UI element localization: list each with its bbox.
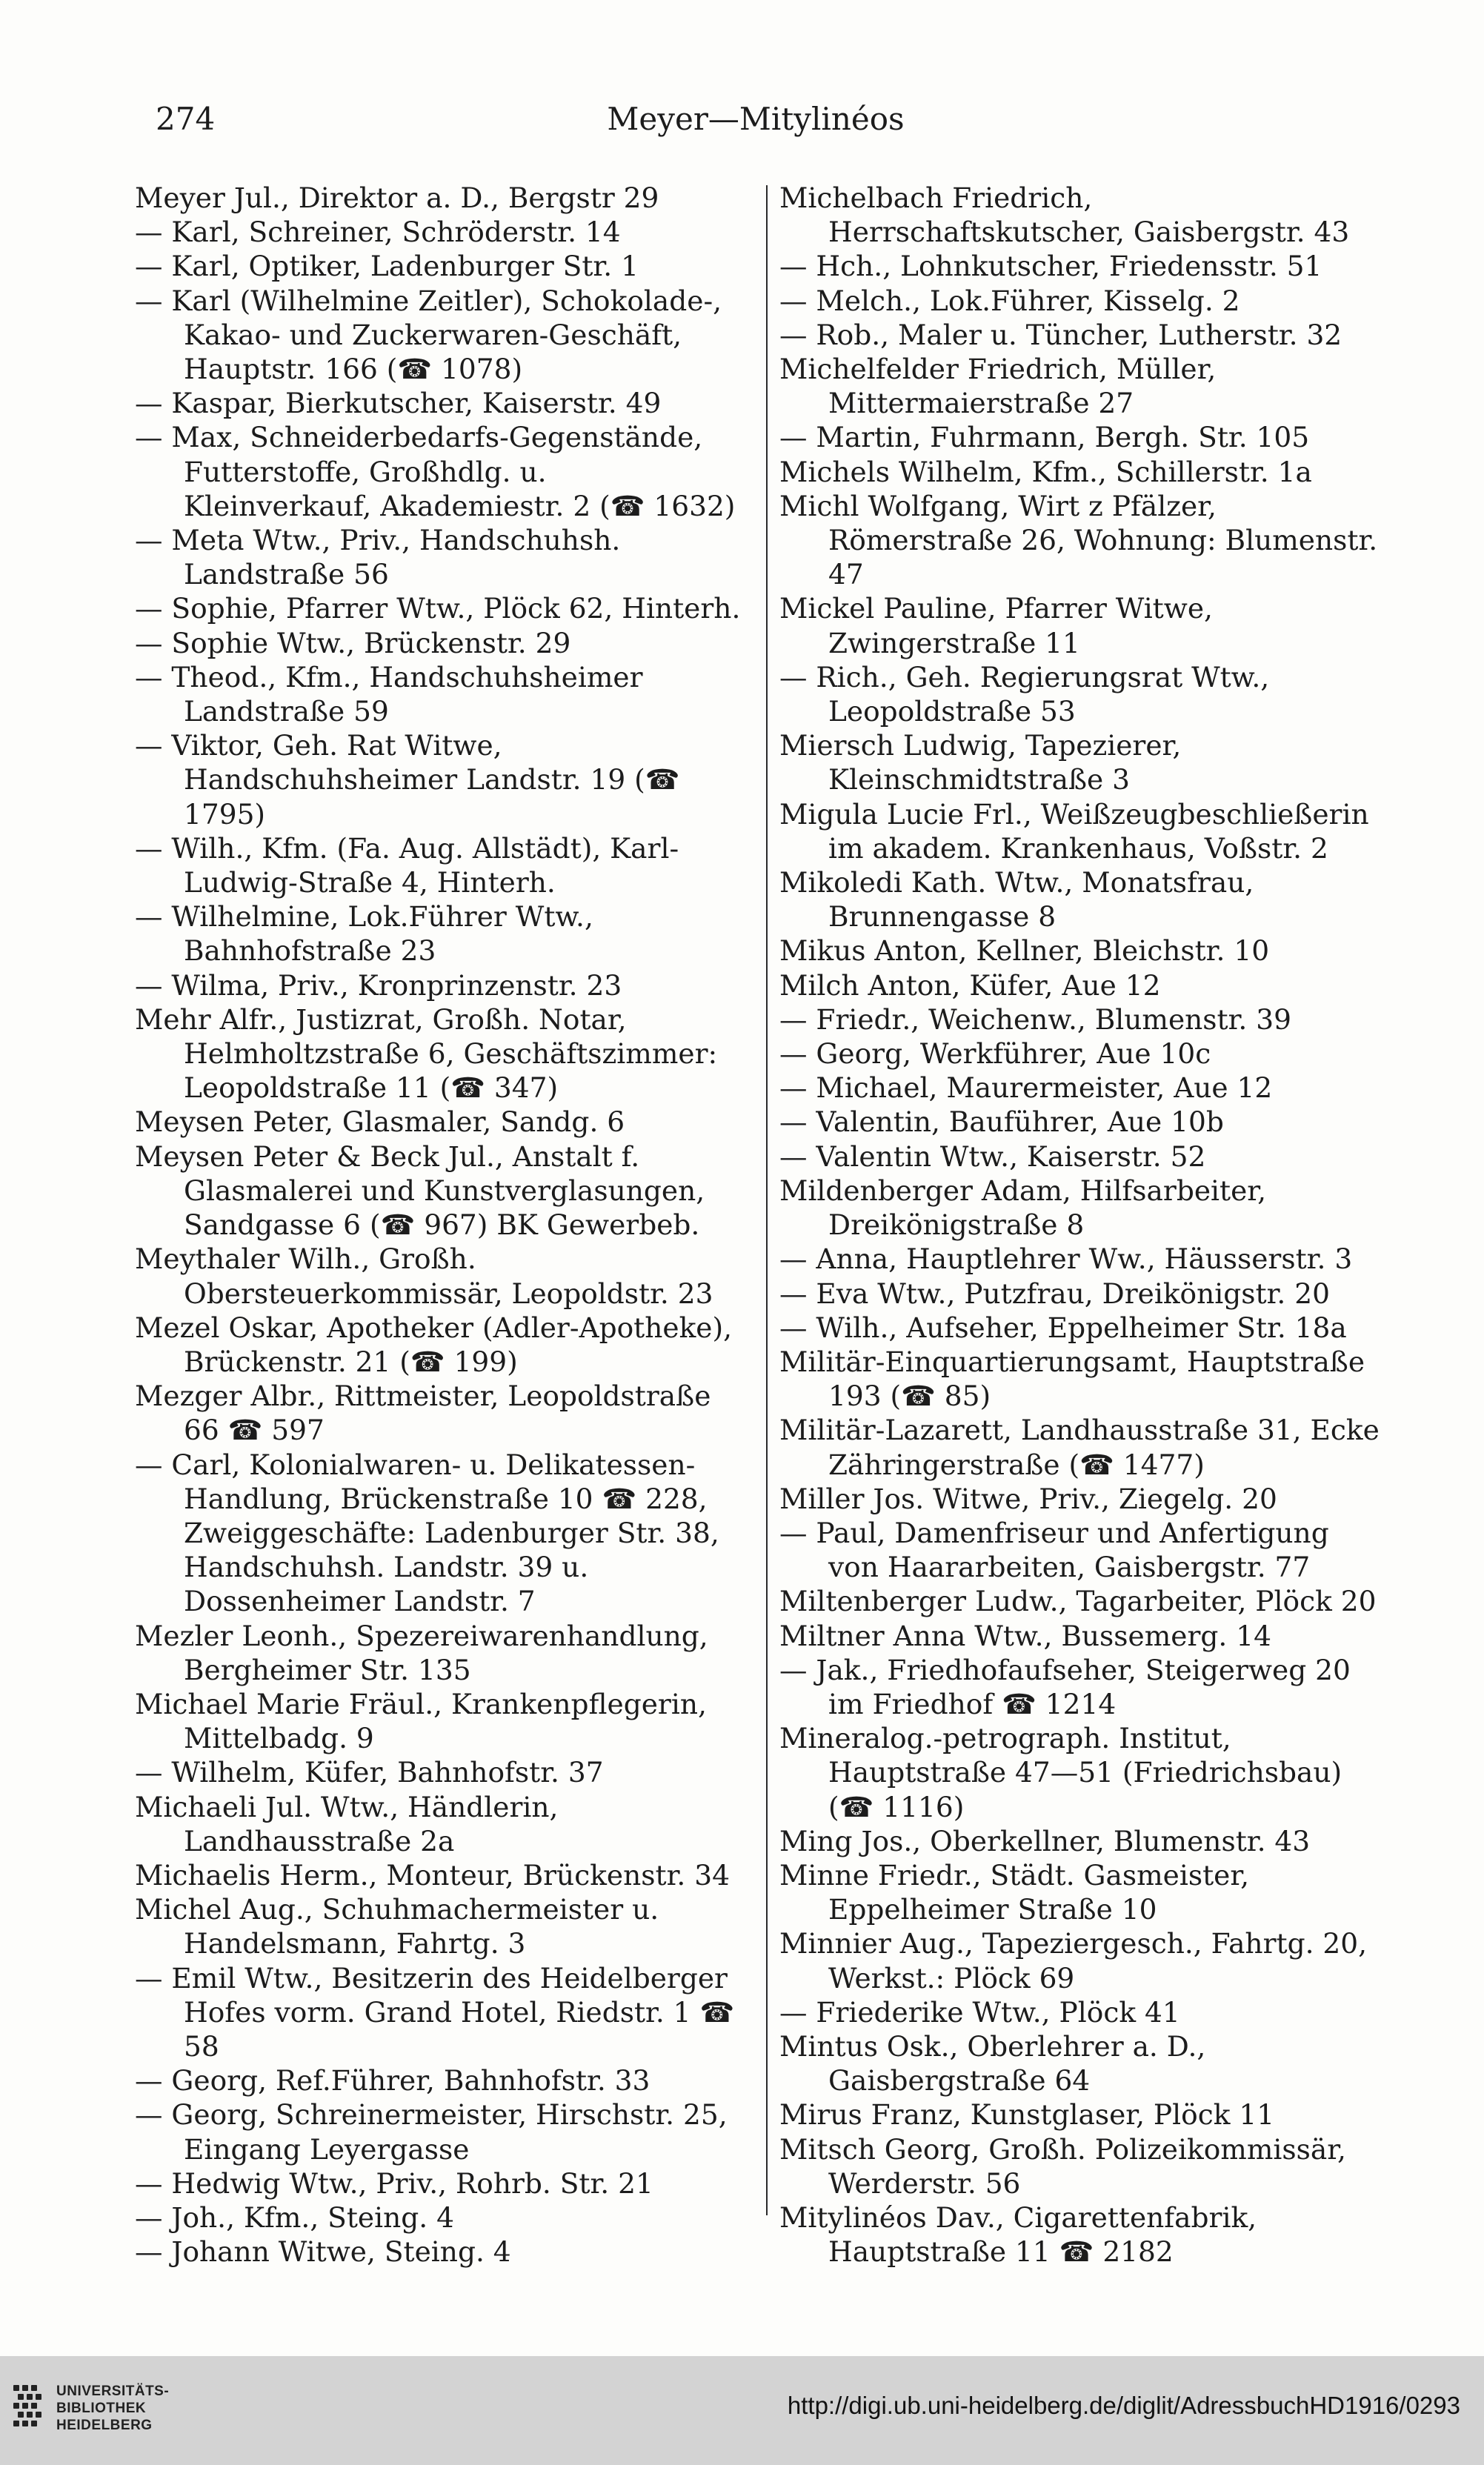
directory-entry: Milch Anton, Küfer, Aue 12 bbox=[779, 968, 1161, 1002]
directory-entry: — Rich., Geh. Regierungsrat Wtw., Leopoldstraße 53 bbox=[779, 660, 1270, 728]
directory-entry: — Wilma, Priv., Kronprinzenstr. 23 bbox=[135, 968, 622, 1002]
directory-entry: — Eva Wtw., Putzfrau, Dreikönigstr. 20 bbox=[779, 1277, 1330, 1310]
directory-entry: Michelfelder Friedrich, Müller, Mittermaierstraße 27 bbox=[779, 353, 1217, 420]
logo-line: HEIDELBERG bbox=[56, 2418, 153, 2433]
directory-entry: — Anna, Hauptlehrer Ww., Häusserstr. 3 bbox=[779, 1243, 1353, 1276]
directory-entry: — Theod., Kfm., Handschuhsheimer Landstraße 59 bbox=[135, 660, 643, 728]
directory-entry: Mildenberger Adam, Hilfsarbeiter, Dreikönigstraße 8 bbox=[779, 1174, 1267, 1242]
directory-entry: — Valentin Wtw., Kaiserstr. 52 bbox=[779, 1140, 1206, 1173]
directory-entry: — Georg, Werkführer, Aue 10c bbox=[779, 1037, 1211, 1071]
right-column bbox=[779, 181, 1387, 2269]
page-header bbox=[148, 95, 1363, 147]
directory-entry: Minnier Aug., Tapeziergesch., Fahrtg. 20, Werkst.: Plöck 69 bbox=[779, 1927, 1368, 1995]
directory-entry: — Joh., Kfm., Steing. 4 bbox=[135, 2200, 454, 2234]
directory-entry: Miltenberger Ludw., Tagarbeiter, Plöck 20 bbox=[779, 1585, 1377, 1618]
directory-entry: Michelbach Friedrich, Herrschaftskutscher, Gaisbergstr. 43 bbox=[779, 182, 1350, 249]
logo-line: BIBLIOTHEK bbox=[56, 2401, 147, 2416]
directory-entry: — Karl, Optiker, Ladenburger Str. 1 bbox=[135, 250, 639, 283]
directory-entry: — Wilhelmine, Lok.Führer Wtw., Bahnhofstraße 23 bbox=[135, 900, 593, 968]
directory-entry: Michaelis Herm., Monteur, Brückenstr. 34 bbox=[135, 1858, 730, 1892]
page-number: 274 bbox=[156, 101, 216, 137]
directory-entry: Michl Wolfgang, Wirt z Pfälzer, Römerstraße 26, Wohnung: Blumenstr. 47 bbox=[779, 489, 1378, 591]
running-head: Meyer—Mitylinéos bbox=[607, 101, 905, 137]
directory-entry: Militär-Einquartierungsamt, Hauptstraße 193 (☎ 85) bbox=[779, 1345, 1365, 1413]
directory-entry: Meysen Peter, Glasmaler, Sandg. 6 bbox=[135, 1105, 625, 1139]
directory-entry: Mehr Alfr., Justizrat, Großh. Notar, Helmholtzstraße 6, Geschäftszimmer: Leopoldstraße 11 (☎ 347) bbox=[135, 1002, 718, 1105]
directory-entry: Mirus Franz, Kunstglaser, Plöck 11 bbox=[779, 2098, 1275, 2132]
directory-entry: — Karl, Schreiner, Schröderstr. 14 bbox=[135, 216, 621, 249]
directory-entry: Miller Jos. Witwe, Priv., Ziegelg. 20 bbox=[779, 1482, 1277, 1515]
directory-entry: Mikus Anton, Kellner, Bleichstr. 10 bbox=[779, 934, 1270, 968]
directory-entry: — Friedr., Weichenw., Blumenstr. 39 bbox=[779, 1002, 1291, 1036]
directory-entry: Militär-Lazarett, Landhausstraße 31, Ecke Zähringerstraße (☎ 1477) bbox=[779, 1414, 1380, 1481]
directory-entry: Miersch Ludwig, Tapezierer, Kleinschmidtstraße 3 bbox=[779, 729, 1182, 796]
directory-entry: Mikoledi Kath. Wtw., Monatsfrau, Brunnengasse 8 bbox=[779, 866, 1254, 934]
directory-entry: — Wilh., Kfm. (Fa. Aug. Allstädt), Karl-Ludwig-Straße 4, Hinterh. bbox=[135, 831, 679, 899]
directory-entry: Michel Aug., Schuhmachermeister u. Handelsmann, Fahrtg. 3 bbox=[135, 1893, 659, 1960]
viewer-footer bbox=[0, 2356, 1484, 2465]
directory-entry: — Wilhelm, Küfer, Bahnhofstr. 37 bbox=[135, 1756, 604, 1789]
directory-entry: — Michael, Maurermeister, Aue 12 bbox=[779, 1071, 1273, 1105]
directory-entry: Mezler Leonh., Spezereiwarenhandlung, Bergheimer Str. 135 bbox=[135, 1619, 708, 1686]
directory-entry: Meysen Peter & Beck Jul., Anstalt f. Glasmalerei und Kunstverglasungen, Sandgasse 6 (☎ 967) BK Gewerbeb. bbox=[135, 1140, 705, 1242]
directory-entry: — Valentin, Bauführer, Aue 10b bbox=[779, 1105, 1224, 1139]
logo-line: UNIVERSITÄTS- bbox=[56, 2384, 170, 2399]
directory-entry: — Kaspar, Bierkutscher, Kaiserstr. 49 bbox=[135, 387, 662, 420]
directory-entry: Mineralog.-petrograph. Institut, Hauptstraße 47—51 (Friedrichsbau) (☎ 1116) bbox=[779, 1722, 1342, 1823]
directory-entry: — Hedwig Wtw., Priv., Rohrb. Str. 21 bbox=[135, 2166, 653, 2200]
directory-entry: — Karl (Wilhelmine Zeitler), Schokolade-, Kakao- und Zuckerwaren-Geschäft, Hauptstr. 166 (☎ 1078) bbox=[135, 284, 722, 386]
directory-entry: — Max, Schneiderbedarfs-Gegenstände, Futterstoffe, Großhdlg. u. Kleinverkauf, Akademiestr. 2 (☎ 1632) bbox=[135, 421, 736, 522]
directory-entry: — Johann Witwe, Steing. 4 bbox=[135, 2235, 511, 2269]
directory-entry: — Martin, Fuhrmann, Bergh. Str. 105 bbox=[779, 421, 1310, 454]
directory-entry: — Georg, Schreinermeister, Hirschstr. 25, Eingang Leyergasse bbox=[135, 2098, 728, 2166]
directory-entry: Michels Wilhelm, Kfm., Schillerstr. 1a bbox=[779, 455, 1312, 488]
directory-entry: Minne Friedr., Städt. Gasmeister, Eppelheimer Straße 10 bbox=[779, 1858, 1250, 1926]
directory-entry: Michaeli Jul. Wtw., Händlerin, Landhausstraße 2a bbox=[135, 1790, 559, 1857]
directory-entry: — Georg, Ref.Führer, Bahnhofstr. 33 bbox=[135, 2064, 651, 2098]
directory-entry: — Sophie, Pfarrer Wtw., Plöck 62, Hinterh. bbox=[135, 592, 741, 625]
directory-entry: Mezger Albr., Rittmeister, Leopoldstraße 66 ☎ 597 bbox=[135, 1380, 711, 1447]
directory-entry: — Hch., Lohnkutscher, Friedensstr. 51 bbox=[779, 250, 1322, 283]
directory-entry: Mezel Oskar, Apotheker (Adler-Apotheke), Brückenstr. 21 (☎ 199) bbox=[135, 1311, 733, 1378]
library-logo-text bbox=[56, 2383, 169, 2434]
directory-entry: Mintus Osk., Oberlehrer a. D., Gaisbergstraße 64 bbox=[779, 2029, 1206, 2098]
directory-entry: Miltner Anna Wtw., Bussemerg. 14 bbox=[779, 1619, 1271, 1652]
source-url-link[interactable]: http://digi.ub.uni-heidelberg.de/diglit/AdressbuchHD1916/0293 bbox=[787, 2392, 1460, 2419]
directory-entry: — Rob., Maler u. Tüncher, Lutherstr. 32 bbox=[779, 318, 1342, 351]
directory-entry: — Paul, Damenfriseur und Anfertigung von Haararbeiten, Gaisbergstr. 77 bbox=[779, 1516, 1329, 1584]
directory-entry: Migula Lucie Frl., Weißzeugbeschließerin im akadem. Krankenhaus, Voßstr. 2 bbox=[779, 797, 1369, 865]
directory-entry: — Friederike Wtw., Plöck 41 bbox=[779, 1995, 1180, 2029]
directory-entry: Mickel Pauline, Pfarrer Witwe, Zwingerstraße 11 bbox=[779, 592, 1213, 659]
left-column bbox=[135, 181, 742, 2269]
directory-entry: — Viktor, Geh. Rat Witwe, Handschuhsheimer Landstr. 19 (☎ 1795) bbox=[135, 729, 680, 831]
directory-entry: — Jak., Friedhofaufseher, Steigerweg 20 im Friedhof ☎ 1214 bbox=[779, 1653, 1351, 1720]
directory-entry: Mitsch Georg, Großh. Polizeikommissär, Werderstr. 56 bbox=[779, 2132, 1346, 2200]
directory-entry: — Wilh., Aufseher, Eppelheimer Str. 18a bbox=[779, 1311, 1347, 1344]
column-divider bbox=[766, 185, 768, 2215]
directory-entry: Mitylinéos Dav., Cigarettenfabrik, Hauptstraße 11 ☎ 2182 bbox=[779, 2200, 1257, 2269]
directory-entry: — Melch., Lok.Führer, Kisselg. 2 bbox=[779, 284, 1240, 317]
library-logo[interactable] bbox=[13, 2383, 169, 2434]
directory-entry: — Emil Wtw., Besitzerin des Heidelberger Hofes vorm. Grand Hotel, Riedstr. 1 ☎ 58 bbox=[135, 1961, 735, 2063]
directory-entry: Michael Marie Fräul., Krankenpflegerin, Mittelbadg. 9 bbox=[135, 1687, 707, 1755]
directory-entry: — Meta Wtw., Priv., Handschuhsh. Landstraße 56 bbox=[135, 524, 621, 591]
directory-entry: Meyer Jul., Direktor a. D., Bergstr 29 bbox=[135, 182, 659, 214]
directory-entry: Meythaler Wilh., Großh. Obersteuerkommissär, Leopoldstr. 23 bbox=[135, 1243, 713, 1310]
directory-entry: — Carl, Kolonialwaren- u. Delikatessen-Handlung, Brückenstraße 10 ☎ 228, Zweiggeschäfte: Ladenburger Str. 38, Handschuhsh. Landstr. 39 u. Dossenheimer Landstr. 7 bbox=[135, 1448, 719, 1618]
library-logo-icon bbox=[13, 2384, 46, 2434]
directory-entry: — Sophie Wtw., Brückenstr. 29 bbox=[135, 626, 571, 659]
directory-entry: Ming Jos., Oberkellner, Blumenstr. 43 bbox=[779, 1824, 1311, 1857]
